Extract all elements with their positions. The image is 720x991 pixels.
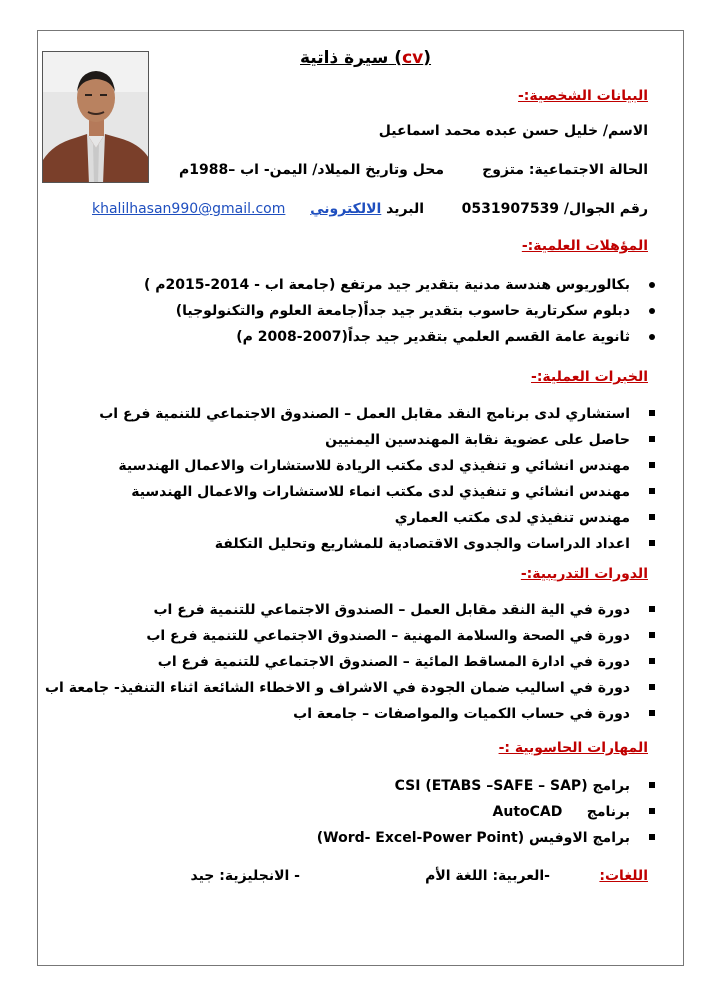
- list-item: دورة في الية النقد مقابل العمل – الصندوق الاجتماعي للتنمية فرع اب: [45, 599, 630, 625]
- email-label: البريد الالكتروني: [310, 201, 424, 217]
- bullet-icon: [649, 684, 655, 690]
- list-item: استشاري لدى برنامج النقد مقابل العمل – الصندوق الاجتماعي للتنمية فرع اب: [99, 403, 630, 429]
- list-item: مهندس انشائي و تنفيذي لدى مكتب انماء للاستشارات والاعمال الهندسية: [99, 481, 630, 507]
- email-link[interactable]: khalilhasan990@gmail.com: [92, 201, 286, 217]
- section-heading-qualifications: المؤهلات العلمية:-: [521, 238, 648, 254]
- section-heading-experience: الخبرات العملية:-: [531, 369, 648, 385]
- bullet-icon: [649, 436, 655, 442]
- bullet-icon: [649, 410, 655, 416]
- marital-line: الحالة الاجتماعية: متزوج: [482, 162, 648, 178]
- experience-list: [99, 403, 630, 559]
- profile-photo: [42, 51, 149, 183]
- list-item: حاصل على عضوية نقابة المهندسين اليمنيين: [99, 429, 630, 455]
- qualifications-list: [144, 274, 630, 352]
- section-heading-training: الدورات التدريبية:-: [520, 566, 648, 582]
- bullet-icon: [649, 308, 655, 314]
- list-item: دبلوم سكرتارية حاسوب بتقدير جيد جداً(جامعة العلوم والتكنولوجيا): [144, 300, 630, 326]
- bullet-icon: [649, 658, 655, 664]
- list-item: اعداد الدراسات والجدوى الاقتصادية للمشاريع وتحليل التكلفة: [99, 533, 630, 559]
- computer-skills-list: [317, 775, 630, 853]
- list-item: ثانوية عامة القسم العلمي بتقدير جيد جداً(2007-2008 م): [144, 326, 630, 352]
- bullet-icon: [649, 606, 655, 612]
- bullet-icon: [649, 282, 655, 288]
- section-heading-computer: المهارات الحاسوبية :-: [498, 740, 648, 756]
- phone-line: رقم الجوال/ 0531907539: [461, 201, 648, 217]
- list-item: بكالوريوس هندسة مدنية بتقدير جيد مرتفع (جامعة اب - 2014-2015م ): [144, 274, 630, 300]
- bullet-icon: [649, 540, 655, 546]
- bullet-icon: [649, 462, 655, 468]
- list-item: برامج الاوفيس (Word- Excel-Power Point): [317, 827, 630, 853]
- language-arabic: -العربية: اللغة الأم: [425, 868, 550, 884]
- list-item: دورة في اساليب ضمان الجودة في الاشراف و الاخطاء الشائعة اثناء التنفيذ- جامعة اب: [45, 677, 630, 703]
- list-item: برنامج AutoCAD: [317, 801, 630, 827]
- bullet-icon: [649, 514, 655, 520]
- cv-title-cv: cv: [402, 48, 424, 68]
- cv-title-close-paren: ): [423, 48, 432, 68]
- person-photo-icon: [43, 52, 149, 183]
- language-english: - الانجليزية: جيد: [190, 868, 300, 884]
- list-item: مهندس تنفيذي لدى مكتب العماري: [99, 507, 630, 533]
- bullet-icon: [649, 334, 655, 340]
- training-list: [45, 599, 630, 729]
- bullet-icon: [649, 782, 655, 788]
- bullet-icon: [649, 710, 655, 716]
- cv-title: [300, 48, 432, 68]
- section-heading-languages: اللغات:: [599, 868, 648, 884]
- bullet-icon: [649, 834, 655, 840]
- birth-line: محل وتاريخ الميلاد/ اليمن- اب –1988م: [179, 162, 444, 178]
- list-item: دورة في ادارة المساقط المائية – الصندوق الاجتماعي للتنمية فرع اب: [45, 651, 630, 677]
- list-item: دورة في الصحة والسلامة المهنية – الصندوق الاجتماعي للتنمية فرع اب: [45, 625, 630, 651]
- cv-title-text: سيرة ذاتية: [300, 48, 389, 68]
- section-heading-personal: البيانات الشخصية:-: [518, 88, 648, 104]
- bullet-icon: [649, 488, 655, 494]
- list-item: دورة في حساب الكميات والمواصفات – جامعة اب: [45, 703, 630, 729]
- cv-title-open-paren: (: [394, 48, 403, 68]
- list-item: برامج CSI (ETABS –SAFE – SAP): [317, 775, 630, 801]
- list-item: مهندس انشائي و تنفيذي لدى مكتب الريادة للاستشارات والاعمال الهندسية: [99, 455, 630, 481]
- name-line: الاسم/ خليل حسن عبده محمد اسماعيل: [378, 123, 648, 139]
- bullet-icon: [649, 808, 655, 814]
- bullet-icon: [649, 632, 655, 638]
